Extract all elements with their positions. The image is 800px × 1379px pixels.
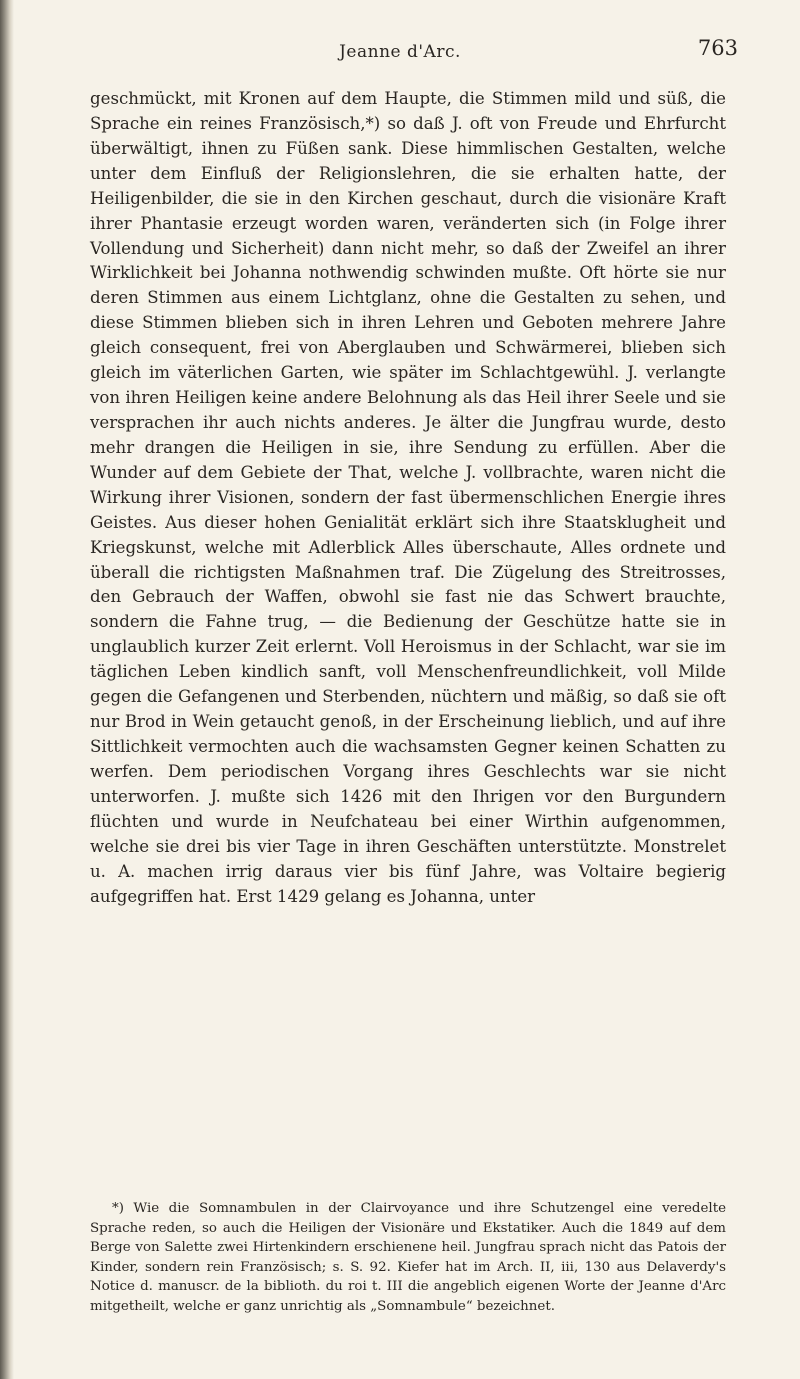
page-header [0,36,800,66]
footnote [90,1199,726,1317]
footnote-text: *) Wie die Somnambulen in der Clairvoyance und ihre Schutzengel eine veredelte Sprache reden, so auch die Heiligen der Visionäre und Ekstatiker. Auch die 1849 auf dem Berge von Salette zwei Hirtenkindern erschienene heil. Jungfrau sprach nicht das Patois der Kinder, sondern rein Französisch; s. S. 92. Kiefer hat im Arch. II, iii, 130 aus Delaverdy's Notice d. manuscr. de la biblioth. du roi t. III die angeblich eigenen Worte der Jeanne d'Arc mitgetheilt, welche er ganz unrichtig als „Somnambule“ bezeichnet. [90,1201,726,1314]
running-title: Jeanne d'Arc. [339,42,461,62]
book-spine-shadow [0,0,14,1379]
main-paragraph: geschmückt, mit Kronen auf dem Haupte, die Stimmen mild und süß, die Sprache ein reines Französisch,*) so daß J. oft von Freude und Ehrfurcht überwältigt, ihnen zu Füßen sank. Diese himmlischen Gestalten, welche unter dem Einfluß der Religionslehren, die sie erhalten hatte, der Heiligenbilder, die sie in den Kirchen geschaut, durch die visionäre Kraft ihrer Phantasie erzeugt worden waren, veränderten sich (in Folge ihrer Vollendung und Sicherheit) dann nicht mehr, so daß der Zweifel an ihrer Wirklichkeit bei Johanna nothwendig schwinden mußte. Oft hörte sie nur deren Stimmen aus einem Lichtglanz, ohne die Gestalten zu sehen, und diese Stimmen blieben sich in ihren Lehren und Geboten mehrere Jahre gleich consequent, frei von Aberglauben und Schwärmerei, blieben sich gleich im väterlichen Garten, wie später im Schlachtgewühl. J. verlangte von ihren Heiligen keine andere Belohnung als das Heil ihrer Seele und sie versprachen ihr auch nichts anderes. Je älter die Jungfrau wurde, desto mehr drangen die Heiligen in sie, ihre Sendung zu erfüllen. Aber die Wunder auf dem Gebiete der That, welche J. vollbrachte, waren nicht die Wirkung ihrer Visionen, sondern der fast übermenschlichen Energie ihres Geistes. Aus dieser hohen Genialität erklärt sich ihre Staatsklugheit und Kriegskunst, welche mit Adlerblick Alles überschaute, Alles ordnete und überall die richtigsten Maßnahmen traf. Die Zügelung des Streitrosses, den Gebrauch der Waffen, obwohl sie fast nie das Schwert brauchte, sondern die Fahne trug, — die Bedienung der Geschütze hatte sie in unglaublich kurzer Zeit erlernt. Voll Heroismus in der Schlacht, war sie im täglichen Leben kindlich sanft, voll Menschenfreundlichkeit, voll Milde gegen die Gefangenen und Sterbenden, nüchtern und mäßig, so daß sie oft nur Brod in Wein getaucht genoß, in der Erscheinung lieblich, und auf ihre Sittlichkeit vermochten auch die wachsamsten Gegner keinen Schatten zu werfen. Dem periodischen Vorgang ihres Geschlechts war sie nicht unterworfen. J. mußte sich 1426 mit den Ihrigen vor den Burgundern flüchten und wurde in Neufchateau bei einer Wirthin aufgenommen, welche sie drei bis vier Tage in ihren Geschäften unterstützte. Monstrelet u. A. machen irrig daraus vier bis fünf Jahre, was Voltaire begierig aufgegriffen hat. Erst 1429 gelang es Johanna, unter [90,89,726,906]
main-text [90,87,726,909]
page-number: 763 [697,36,738,60]
